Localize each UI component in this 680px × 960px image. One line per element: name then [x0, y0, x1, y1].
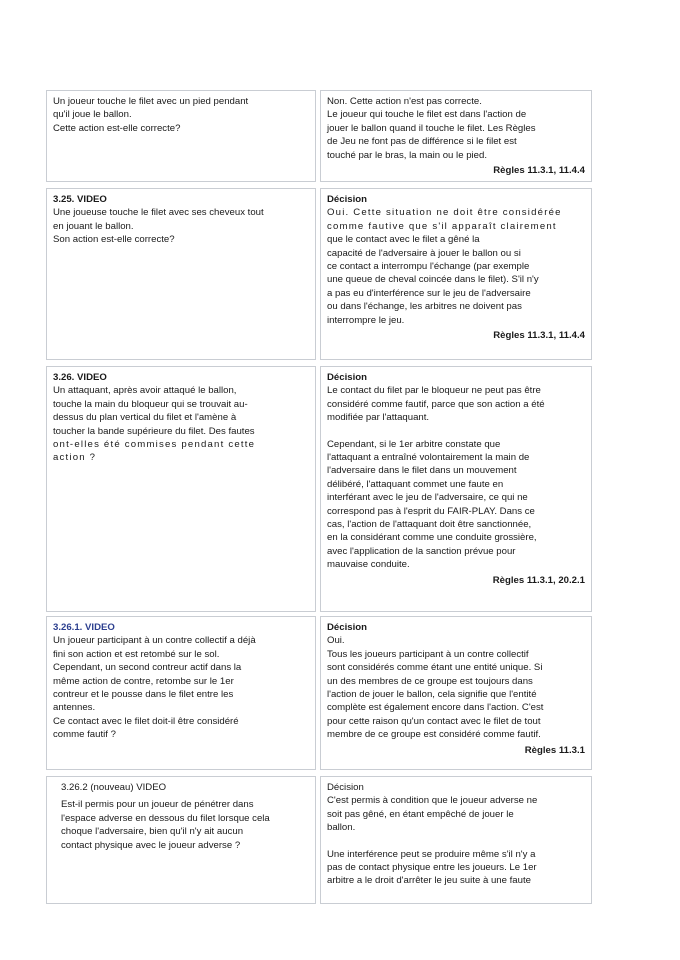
question-line: antennes. — [53, 702, 96, 714]
question-cell-3 — [46, 366, 316, 612]
answer-line: que le contact avec le filet a gêné la — [327, 234, 480, 246]
answer-line: avec l'application de la sanction prévue pour — [327, 545, 516, 557]
answer-line: soit pas gêné, en étant empêché de jouer le — [327, 808, 514, 820]
answer-line: C'est permis à condition que le joueur adverse ne — [327, 795, 538, 807]
answer-line: Oui. Cette situation ne doit être considérée — [327, 207, 562, 219]
answer-line: ballon. — [327, 822, 356, 834]
question-line: Un joueur participant à un contre collectif a déjà — [53, 635, 256, 647]
answer-line: interférant avec le jeu de l'adversaire, ce qui ne — [327, 492, 528, 504]
question-line: touche la main du bloqueur qui se trouvait au- — [53, 398, 248, 410]
answer-line: complète est également encore dans l'action. C'est — [327, 702, 544, 714]
question-cell-2 — [46, 188, 316, 360]
answer-line: Une interférence peut se produire même s'il n'y a — [327, 848, 536, 860]
question-line: Un attaquant, après avoir attaqué le ballon, — [53, 385, 237, 397]
answer-line: cas, l'action de l'attaquant doit être sanctionnée, — [327, 519, 532, 531]
answer-line: jouer le ballon quand il touche le filet. Les Règles — [327, 122, 536, 134]
question-line: Un joueur touche le filet avec un pied pendant — [53, 96, 249, 107]
rules-reference: Règles 11.3.1, 11.4.4 — [493, 330, 585, 342]
answer-line: Le joueur qui touche le filet est dans l'action de — [327, 109, 527, 121]
answer-line: modifiée par l'attaquant. — [327, 412, 430, 424]
answer-line: considéré comme fautif, parce que son action a été — [327, 398, 545, 410]
answer-line: l'action de jouer le ballon, cela signifie que l'entité — [327, 689, 537, 701]
question-line: Ce contact avec le filet doit-il être considéré — [53, 715, 239, 727]
decision-heading: Décision — [327, 782, 364, 793]
paragraph-gap — [327, 425, 585, 438]
answer-line: une queue de cheval coincée dans le filet). S'il n'y — [327, 274, 539, 286]
question-cell-1 — [46, 90, 316, 182]
answer-line: ou dans l'échange, les arbitres ne doivent pas — [327, 301, 522, 313]
decision-heading: Décision — [327, 622, 367, 633]
question-line: action ? — [53, 452, 97, 464]
question-line: l'espace adverse en dessous du filet lorsque cela — [61, 812, 270, 824]
answer-line: Oui. — [327, 635, 345, 647]
decision-heading: Décision — [327, 372, 367, 383]
rules-reference: Règles 11.3.1, 20.2.1 — [492, 574, 585, 586]
answer-line: mauvaise conduite. — [327, 559, 410, 571]
answer-line: pas de contact physique entre les joueurs. Le 1er — [327, 862, 537, 874]
question-line: Cette action est-elle correcte? — [53, 122, 181, 134]
decision-heading: Décision — [327, 194, 367, 205]
answer-line: ce contact a interrompu l'échange (par exemple — [327, 261, 530, 273]
question-number: 3.26. VIDEO — [53, 372, 107, 383]
answer-line: pour cette raison qu'un contact avec le filet de tout — [327, 715, 541, 727]
question-line: fini son action et est retombé sur le sol. — [53, 648, 220, 660]
answer-line: capacité de l'adversaire à jouer le ballon ou si — [327, 247, 521, 259]
question-cell-5 — [46, 776, 316, 904]
question-line: dessus du plan vertical du filet et l'amène à — [53, 412, 237, 424]
answer-line: arbitre a le droit d'arrêter le jeu suite à une faute — [327, 875, 531, 887]
question-line: qu'il joue le ballon. — [53, 109, 132, 121]
answer-line: de Jeu ne font pas de différence si le filet est — [327, 136, 517, 148]
question-line: Son action est-elle correcte? — [53, 234, 175, 246]
answer-line: sont considérés comme étant une entité unique. Si — [327, 662, 543, 674]
answer-line: correspond pas à l'esprit du FAIR-PLAY. Dans ce — [327, 505, 535, 517]
answer-line: touché par le bras, la main ou le pied. — [327, 149, 487, 161]
answer-line: l'adversaire dans le filet dans un mouvement — [327, 465, 517, 477]
answer-line: Non. Cette action n'est pas correcte. — [327, 96, 482, 107]
answer-line: Cependant, si le 1er arbitre constate que — [327, 438, 501, 450]
question-line: comme fautif ? — [53, 729, 116, 741]
paragraph-gap — [327, 835, 585, 848]
answer-line: comme fautive que s'il apparaît clairement — [327, 220, 557, 232]
answer-line: un des membres de ce groupe est toujours dans — [327, 675, 533, 687]
question-line: contreur et le pousse dans le filet entre les — [53, 689, 234, 701]
answer-line: Le contact du filet par le bloqueur ne peut pas être — [327, 385, 541, 397]
question-line: en jouant le ballon. — [53, 220, 134, 232]
answer-line: délibéré, l'attaquant commet une faute en — [327, 478, 504, 490]
answer-cell-2 — [320, 188, 592, 360]
question-number: 3.26.2 (nouveau) VIDEO — [61, 782, 167, 793]
answer-cell-5 — [320, 776, 592, 904]
question-number: 3.26.1. VIDEO — [53, 622, 115, 633]
answer-cell-4 — [320, 616, 592, 770]
question-line: même action de contre, retombe sur le 1er — [53, 675, 234, 687]
question-line: choque l'adversaire, bien qu'il n'y ait aucun — [61, 826, 244, 838]
answer-line: en la considérant comme une conduite grossière, — [327, 532, 537, 544]
rules-reference: Règles 11.3.1, 11.4.4 — [493, 165, 585, 177]
question-line: toucher la bande supérieure du filet. Des fautes — [53, 425, 255, 437]
question-line: Une joueuse touche le filet avec ses cheveux tout — [53, 207, 264, 219]
answer-line: l'attaquant a entraîné volontairement la main de — [327, 452, 530, 464]
question-cell-4 — [46, 616, 316, 770]
question-line: ont-elles été commises pendant cette — [53, 439, 256, 451]
answer-cell-1 — [320, 90, 592, 182]
question-number: 3.25. VIDEO — [53, 194, 107, 205]
question-line: Cependant, un second contreur actif dans la — [53, 662, 242, 674]
question-line: Est-il permis pour un joueur de pénétrer dans — [61, 799, 254, 811]
answer-cell-3 — [320, 366, 592, 612]
answer-line: interrompre le jeu. — [327, 314, 405, 326]
answer-line: membre de ce groupe est considéré comme fautif. — [327, 729, 541, 741]
answer-line: Tous les joueurs participant à un contre collectif — [327, 648, 529, 660]
question-line: contact physique avec le joueur adverse ? — [61, 839, 241, 851]
rules-reference: Règles 11.3.1 — [524, 744, 585, 756]
answer-line: a pas eu d'interférence sur le jeu de l'adversaire — [327, 287, 531, 299]
